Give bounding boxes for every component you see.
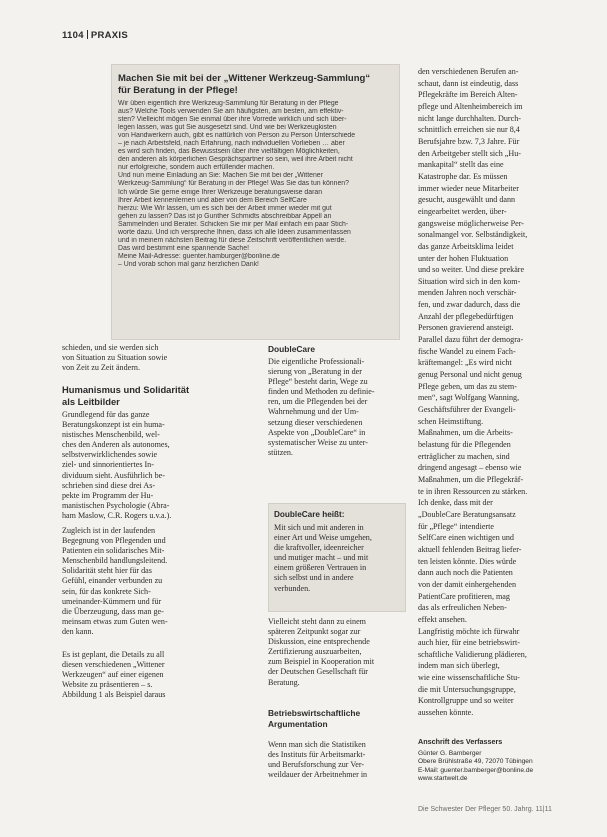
box-line: Wir üben eigentlich ihre Werkzeug-Sammlung für Beratung in der Pflege [118, 100, 339, 107]
text-line: von der damit einhergehenden [418, 579, 517, 589]
text-line: umeinander-Kümmern und für [62, 596, 162, 606]
box-line: es wird sich finden, das Bewusstsein über ihre vielfältigen Möglichkeiten, [118, 148, 340, 156]
text-line: selbstverwirklichendes sowie [62, 450, 158, 460]
box-line: worte dazu. Und ich verspreche Ihnen, dass ich alle Ideen zusammenfassen [118, 228, 351, 236]
box-line: nur erfolgreiche, sondern auch erfüllender machen. [118, 164, 275, 172]
text-line: Geschäftsführer der Evangeli- [418, 405, 516, 415]
text-line: pflege und Altenheimbereich im [418, 101, 523, 111]
box-line: aus? Welche Tools verwenden Sie am häufigsten, am besten, am effektiv- [118, 108, 344, 116]
text-line: Es ist geplant, die Details zu all [62, 650, 165, 659]
author-heading: Anschrift des Verfassers [418, 737, 503, 746]
text-line: weildauer der Arbeitnehmer in [268, 770, 368, 780]
text-line: auch hier, für eine betriebswirt- [418, 638, 520, 648]
text-line: Grundlegend für das ganze [62, 410, 150, 419]
box-line: Ich würde Sie gerne einige Ihrer Werkzeuge beratungsweise daran [118, 188, 323, 196]
text-line: Solidarität steht hier für das [62, 566, 152, 576]
text-line: sonalmangel vor. Selbständigkeit, [418, 230, 528, 240]
author-line: www.startwelt.de [418, 775, 468, 783]
text-line: und mutiger macht – und mit [274, 553, 369, 563]
text-line: men“, sagt Wolfgang Wanning, [418, 393, 520, 403]
col3-body [418, 66, 557, 719]
text-line: Patienten ein solidarisches Mit- [62, 546, 165, 556]
text-line: Berufsjahre bzw. 7,3 Jahre. Für [418, 136, 520, 146]
box-line: gehen zu lassen? Das ist jo Gunther Schmidts abschreibbar Appell an [118, 212, 332, 220]
text-line: genug Personal und nicht genug [418, 370, 522, 380]
text-line: späteren Zeitpunkt sogar zur [268, 627, 361, 637]
col2-paragraph-2 [268, 617, 403, 688]
text-line: der Deutschen Gesellschaft für [268, 667, 369, 677]
text-line: und so weiter. Und diese prekäre [418, 265, 525, 275]
text-line: indem man sich überlegt, [418, 661, 500, 671]
col1-heading [62, 384, 196, 407]
text-line: te in ihren Ressourcen zu stärken. [418, 486, 528, 496]
box-line: – je nach Arbeitsfeld, nach Erfahrung, nach individuellen Vorlieben … aber [118, 140, 345, 148]
text-line: dividuum sieht. Ausführlich be- [62, 470, 165, 480]
text-line: Pflegekräfte im Bereich Alten- [418, 90, 518, 100]
text-line: Pflege geben, um das zu stem- [418, 381, 517, 391]
text-line: mankapital“ stellt das eine [418, 160, 504, 170]
text-line: das als erfreulichen Neben- [418, 603, 507, 613]
section-heading: DoubleCare [268, 344, 316, 354]
text-line: Website zu präsentieren – s. [62, 680, 153, 690]
text-line: zum Beispiel in Kooperation mit [268, 657, 375, 667]
col2-heading-2 [268, 708, 403, 729]
text-line: Werkzeugen“ auf einer eigenen [62, 670, 164, 680]
text-line: gesucht, ausgewählt und dann [418, 195, 516, 205]
text-line: Begegnung von Pflegenden und [62, 536, 166, 546]
text-line: fen, und zwar dadurch, dass die [418, 300, 521, 310]
col2-paragraph-3 [268, 740, 403, 780]
text-line: pekte im Programm der Hu- [62, 490, 154, 500]
text-line: effekt ansehen. [418, 614, 467, 624]
text-line: von Zeit zu Zeit ändern. [62, 363, 140, 373]
call-to-action-box [111, 64, 400, 340]
text-line: Maßnahmen, um die Pflegekräf- [418, 474, 524, 484]
text-line: nicht lange durchhalten. Durch- [418, 113, 521, 123]
box-title-line: für Beratung in der Pflege! [118, 84, 238, 96]
box-body [118, 100, 390, 269]
box-line: und in meinem nächsten Beitrag für diese Zeitschrift veröffentlichen werde. [118, 236, 347, 244]
text-line: ren, um die Pflegenden bei der [268, 397, 368, 407]
box-line: den anderen als körperlichen Gesprächspartner so sein, weil ihre Arbeit nicht [118, 156, 353, 164]
text-line: immer wieder neue Mitarbeiter [418, 183, 519, 193]
col2-paragraph-1 [268, 357, 403, 458]
box-line: Meine Mail-Adresse: guenter.hamburger@bonline.de [118, 252, 280, 260]
text-line: aussehen könnte. [418, 708, 474, 718]
text-line: manistischen Psychologie (Abra- [62, 500, 170, 510]
text-line: menden Jahren noch verschär- [418, 288, 517, 298]
text-line: setzung dieser verschiedenen [268, 417, 363, 427]
section-heading-line: Humanismus und Solidarität [62, 384, 190, 395]
text-line: Mit sich und mit anderen in [274, 523, 364, 532]
text-line: Abbildung 1 als Beispiel daraus [62, 690, 166, 700]
text-line: Aspekte von „DoubleCare“ in [268, 427, 366, 437]
section-heading-line: als Leitbilder [62, 395, 120, 407]
text-line: Die eigentliche Professionali- [268, 357, 365, 366]
text-line: ham Maslow, C.R. Rogers u.v.a.). [62, 510, 172, 520]
text-line: aktuell fehlenden Beitrag liefer- [418, 544, 522, 554]
text-line: die mit Untersuchungsgruppe, [418, 684, 516, 694]
text-line: eingearbeitet werden, über- [418, 206, 507, 216]
text-line: sich selbst und in andere [274, 573, 354, 583]
page-header [62, 30, 128, 41]
text-line: verbunden. [274, 583, 311, 593]
text-line: Langfristig möchte ich fürwahr [418, 626, 520, 636]
col1-intro [62, 343, 196, 373]
box-line: Sammelnden und Berater. Schicken Sie mir per Mail einfach ein paar Stich- [118, 220, 349, 228]
text-line: Diskussion, eine entsprechende [268, 637, 370, 647]
box-line: sten? Vielleicht mögen Sie einmal über ihre Vorrede wirklich und sich über- [118, 116, 347, 124]
text-line: Parallel dazu führt der demogra- [418, 335, 524, 345]
text-line: Beratungskonzept ist ein huma- [62, 420, 165, 430]
text-line: kräftemangel: „Es wird nicht [418, 358, 512, 368]
text-line: meinsam etwas zum Guten wen- [62, 616, 168, 626]
text-line: fische Wandel zu einem Fach- [418, 346, 516, 356]
text-line: dann auch noch die Patienten [418, 568, 513, 578]
text-line: stützen. [268, 447, 293, 457]
text-line: schnittlich erreichen sie nur 8,4 [418, 125, 520, 135]
text-line: nistisches Menschenbild, wel- [62, 430, 160, 440]
box-title-line: Machen Sie mit bei der „Wittener Werkzeug-Sammlung“ [118, 73, 371, 84]
author-line: E-Mail: guenter.bamberger@bonline.de [418, 766, 534, 774]
col1-paragraph-3 [62, 650, 196, 700]
text-line: belastung für die Pflegenden [418, 440, 511, 449]
section-heading-line: Betriebswirtschaftliche [268, 708, 361, 718]
text-line: finden und Methoden zu definie- [268, 387, 375, 397]
text-line: ten leisten könnte. Dies würde [418, 556, 517, 566]
text-line: schaut, dann ist eindeutig, dass [418, 78, 519, 88]
text-line: Maßnahmen, um die Arbeits- [418, 428, 513, 438]
text-line: das ganze Arbeitsklima leidet [418, 241, 514, 251]
text-line: den verschiedenen Berufen an- [418, 67, 519, 76]
text-line: dringend angesagt – ebenso wie [418, 463, 522, 473]
text-line: und Berufsforschung zur Ver- [268, 760, 365, 770]
text-line: ziel- und sinnorientiertes In- [62, 460, 154, 470]
text-line: Pflege“ besteht darin, Wege zu [268, 377, 368, 387]
page-footer: Die Schwester Der Pfleger 50. Jahrg. 11|11 [418, 806, 552, 813]
box-line: von Handwerkern auch, gibt es nattürlich von Person zu Person Unterschiede [118, 132, 356, 140]
text-line: Katastrophe dar. Es müssen [418, 171, 508, 181]
box-line: Und nun meine Einladung an Sie: Machen Sie mit bei der „Wittener [118, 172, 323, 180]
box-line: Werkzeug-Sammlung“ für Beratung in der Pflege! Was Sie das tun können? [118, 180, 349, 188]
author-line: Günter G. Bamberger [418, 749, 482, 757]
text-line: den kann. [62, 626, 94, 636]
text-line: Personen gravierend ansteigt. [418, 323, 514, 333]
text-line: erträglicher zu machen, sind [418, 451, 510, 461]
text-line: Zertifizierung auszuarbeiten, [268, 647, 362, 657]
text-line: Vielleicht steht dann zu einem [268, 617, 366, 626]
text-line: sein, für das konkrete Sich- [62, 586, 151, 596]
text-line: Zugleich ist in der laufenden [62, 526, 156, 535]
text-line: „DoubleCare Beratungsansatz [418, 509, 516, 519]
text-line: schen Heimstiftung. [418, 416, 484, 426]
box-title [118, 73, 388, 96]
text-line: diesen verschiedenen „Wittener [62, 660, 165, 670]
box-line: hierzu: Wie Wir lassen, um es sich bei der Arbeit immer wieder mit gut [118, 204, 332, 212]
header-divider [87, 30, 88, 39]
text-line: des Instituts für Arbeitsmarkt- [268, 750, 366, 760]
text-line: Gefühl, einander verbunden zu [62, 576, 163, 586]
text-line: wie eine wissenschaftliche Stu- [418, 673, 520, 683]
text-line: Wahrnehmung und der Um- [268, 407, 359, 417]
text-line: von Situation zu Situation sowie [62, 353, 168, 363]
text-line: Situation wird sich in den kom- [418, 276, 521, 286]
col1-paragraph-1 [62, 410, 196, 521]
text-line: Kontrollgruppe und so weiter [418, 696, 514, 706]
box-line: Das wird bestimmt eine spannende Sache! [118, 244, 249, 252]
text-line: SelfCare einen wichtigen und [418, 533, 514, 543]
box-line: legen lassen, was gut Sie ausgesetzt sind. Und wie bei Werkzeugkisten [118, 124, 337, 132]
section-label: PRAXIS [90, 30, 128, 41]
definition-box [268, 503, 406, 612]
col2-heading-1 [268, 344, 403, 355]
text-line: schaftliche Validierung plädieren, [418, 649, 527, 659]
text-line: einer Art und Weise umgehen, [274, 533, 372, 543]
text-line: für „Pflege“ intendierte [418, 521, 494, 531]
text-line: Ich denke, dass mit der [418, 498, 493, 508]
text-line: gangsweise möglicherweise Per- [418, 218, 524, 228]
text-line: schrieben sind diese drei As- [62, 480, 156, 490]
section-heading-line: Argumentation [268, 718, 328, 729]
text-line: Beratung. [268, 677, 300, 687]
box-line: – Und vorab schon mal ganz herzlichen Dank! [118, 260, 259, 268]
text-line: den Arbeitgeber stellt sich „Hu- [418, 148, 521, 158]
col1-paragraph-2 [62, 526, 196, 637]
page-number: 1104 [62, 30, 84, 41]
text-line: systematischer Weise zu unter- [268, 437, 368, 447]
text-line: die kraftvoller, ideenreicher [274, 543, 364, 553]
text-line: Anzahl der pflegebedürftigen [418, 311, 514, 321]
text-line: Menschenbild handlungsleitend. [62, 556, 168, 566]
text-line: PatientCare profitieren, mag [418, 591, 510, 601]
text-line: Wenn man sich die Statistiken [268, 740, 366, 749]
text-line: sierung von „Beratung in der [268, 367, 362, 377]
text-line: einem größeren Vertrauen in [274, 563, 367, 573]
text-line: ches den Anderen als autonomes, [62, 440, 170, 450]
box-line: Ihrer Arbeit kennenlernen und aber von dem Bereich SelfCare [118, 196, 307, 204]
definition-body [274, 523, 402, 594]
author-line: Obere Brühlstraße 49, 72070 Tübingen [418, 758, 533, 766]
text-line: die Überzeugung, dass man ge- [62, 606, 164, 616]
text-line: unter der hohen Fluktuation [418, 253, 509, 263]
text-line: schieden, und sie werden sich [62, 343, 159, 352]
definition-heading: DoubleCare heißt: [274, 510, 345, 519]
author-address [418, 738, 558, 784]
